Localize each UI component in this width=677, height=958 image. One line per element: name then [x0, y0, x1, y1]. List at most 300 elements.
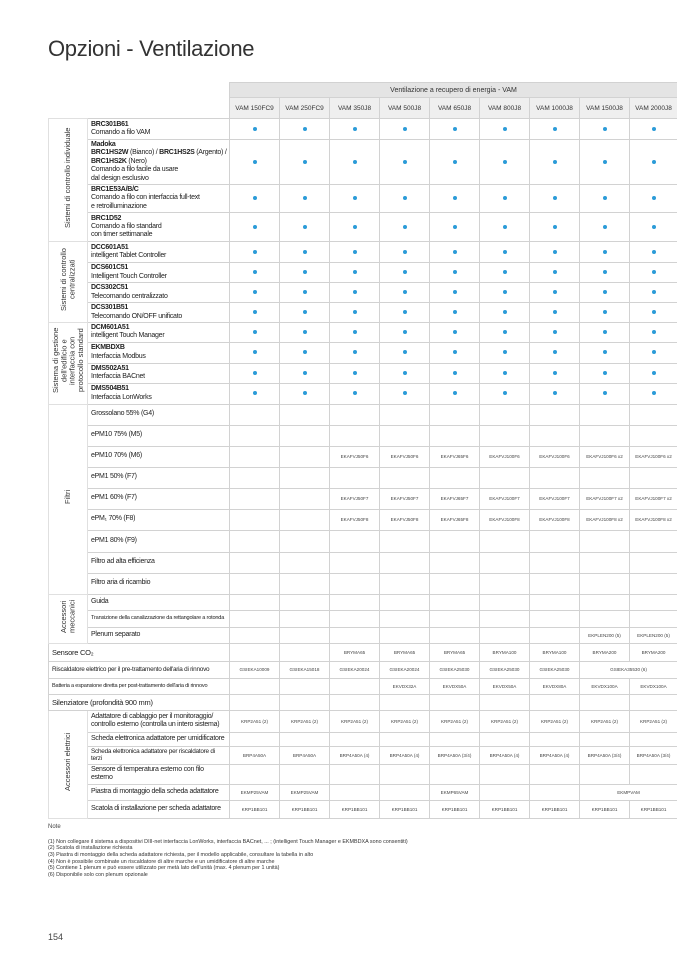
table-cell — [580, 446, 630, 467]
table-cell — [330, 185, 380, 213]
row-label — [88, 425, 230, 446]
row-label — [88, 140, 230, 185]
table-cell — [330, 573, 380, 594]
table-cell — [280, 140, 330, 185]
product-description: controllo esterno (controlla un intero sistema) — [91, 721, 220, 729]
table-row — [49, 509, 677, 530]
row-label-line — [91, 194, 227, 202]
compatible-dot-icon — [553, 160, 557, 164]
table-cell — [480, 594, 530, 610]
table-cell — [380, 140, 430, 185]
table-cell — [280, 509, 330, 530]
table-cell — [380, 322, 430, 342]
compatible-dot-icon — [253, 290, 257, 294]
compatible-dot-icon — [253, 250, 257, 254]
product-description: Interfaccia LonWorks — [91, 393, 152, 401]
cell-value: BRP4A50A — [242, 752, 267, 758]
table-cell — [580, 342, 630, 363]
table-cell — [530, 140, 580, 185]
row-label-line — [52, 666, 227, 674]
product-description: Comando a filo con interfaccia full-text — [91, 194, 200, 202]
row-label-line — [91, 713, 227, 721]
table-cell — [280, 764, 330, 784]
compatible-dot-icon — [553, 127, 557, 131]
compatible-dot-icon — [453, 250, 457, 254]
table-cell — [530, 363, 580, 383]
table-cell — [230, 509, 280, 530]
table-cell — [380, 530, 430, 552]
row-label-line — [91, 284, 227, 292]
table-cell — [430, 678, 480, 694]
row-label-line — [91, 231, 227, 239]
compatible-dot-icon — [553, 196, 557, 200]
product-description: e retroilluminazione — [91, 202, 147, 210]
row-label-line — [91, 721, 227, 729]
table-cell — [630, 552, 677, 573]
note-item: (3) Piastra di montaggio della scheda adattatore richiesta, per il modello applicabile, consultare la tabella in alto — [48, 852, 314, 859]
table-cell — [530, 119, 580, 140]
compatible-dot-icon — [403, 250, 407, 254]
table-cell — [480, 764, 530, 784]
row-label — [88, 446, 230, 467]
table-cell — [630, 610, 677, 627]
table-cell — [430, 488, 480, 509]
compatible-dot-icon — [253, 330, 257, 334]
row-label-line — [91, 615, 227, 622]
table-row — [49, 784, 677, 800]
compatible-dot-icon — [403, 350, 407, 354]
compatible-dot-icon — [303, 330, 307, 334]
compatible-dot-icon — [453, 196, 457, 200]
cell-value: EKAFVJ100F7 — [489, 496, 520, 502]
table-cell — [230, 322, 280, 342]
table-cell — [630, 119, 677, 140]
product-code: DCM601A51 — [91, 323, 130, 331]
table-cell — [430, 363, 480, 383]
table-cell — [280, 283, 330, 303]
cell-value: GSIEKA20024 — [339, 667, 370, 673]
table-cell — [330, 530, 380, 552]
table-cell — [580, 610, 630, 627]
cell-value: EKAFVJ100F6 x2 — [586, 454, 623, 460]
table-cell — [530, 488, 580, 509]
table-cell — [580, 488, 630, 509]
group-label-cell — [49, 404, 88, 594]
table-cell — [230, 661, 280, 678]
cell-value: BRP4A50A (3/4) — [587, 752, 622, 758]
table-cell — [430, 283, 480, 303]
table-cell — [580, 242, 630, 263]
row-label-line — [91, 129, 227, 137]
table-cell — [330, 800, 380, 818]
row-label-line — [91, 558, 227, 566]
cell-value: EKAFVJ100F7 — [539, 496, 570, 502]
product-description: Transizione della canalizzazione da rettangolare a rotonda — [91, 615, 225, 622]
table-cell — [330, 283, 380, 303]
table-row — [49, 678, 677, 694]
product-code: BRC1D52 — [91, 214, 122, 222]
table-cell — [280, 643, 330, 661]
cell-value: EKAFVJ100F6 — [489, 454, 520, 460]
table-cell — [330, 467, 380, 488]
table-cell — [280, 746, 330, 764]
table-cell — [430, 185, 480, 213]
compatible-dot-icon — [603, 196, 607, 200]
compatible-dot-icon — [403, 371, 407, 375]
row-label — [88, 322, 230, 342]
table-cell — [480, 404, 530, 425]
table-cell — [380, 263, 430, 283]
table-cell — [580, 530, 630, 552]
column-header: VAM 150FC9 — [230, 98, 280, 119]
table-cell — [480, 610, 530, 627]
cell-value: KRP2A51 (2) — [290, 718, 319, 724]
table-cell — [580, 764, 630, 784]
compatible-dot-icon — [503, 270, 507, 274]
table-cell — [630, 732, 677, 746]
compatible-dot-icon — [652, 290, 656, 294]
row-label — [88, 732, 230, 746]
table-cell — [430, 661, 480, 678]
table-cell — [580, 552, 630, 573]
table-cell — [430, 467, 480, 488]
compatible-dot-icon — [503, 127, 507, 131]
table-cell — [430, 573, 480, 594]
cell-value: EKAFVJ100F8 — [489, 517, 520, 523]
cell-value: EKAFVJ100F7 x2 — [586, 496, 623, 502]
row-label-line — [91, 494, 227, 502]
row-label — [88, 594, 230, 610]
compatible-dot-icon — [553, 330, 557, 334]
compatible-dot-icon — [603, 330, 607, 334]
table-cell — [280, 119, 330, 140]
table-cell — [430, 404, 480, 425]
table-row — [49, 446, 677, 467]
compatible-dot-icon — [453, 127, 457, 131]
compatible-dot-icon — [303, 196, 307, 200]
compatible-dot-icon — [453, 225, 457, 229]
table-row — [49, 627, 677, 643]
compatible-dot-icon — [652, 391, 656, 395]
cell-value: KRP1BB101 — [291, 806, 318, 812]
product-description: ePM1 60% (F7) — [91, 494, 137, 502]
group-label: Sistemi di controllo centralizzati — [58, 248, 76, 312]
table-cell — [380, 594, 430, 610]
table-cell — [630, 594, 677, 610]
product-code: Madoka — [91, 141, 116, 149]
table-cell — [280, 404, 330, 425]
table-cell — [530, 694, 580, 710]
row-label-line — [91, 166, 227, 174]
product-code: EKMBDXB — [91, 344, 125, 352]
table-cell — [430, 627, 480, 643]
table-cell — [580, 800, 630, 818]
table-cell — [380, 552, 430, 573]
compatible-dot-icon — [503, 225, 507, 229]
compatible-dot-icon — [453, 330, 457, 334]
cell-value: EKAFVJ100F7 x2 — [635, 496, 672, 502]
compatible-dot-icon — [303, 310, 307, 314]
cell-value: KRP2A51 (2) — [390, 718, 419, 724]
table-cell — [630, 213, 677, 242]
table-cell — [580, 383, 630, 404]
table-row — [49, 732, 677, 746]
table-row — [49, 425, 677, 446]
compatible-dot-icon — [503, 290, 507, 294]
table-cell — [380, 661, 430, 678]
table-cell — [630, 694, 677, 710]
cell-value: EKAFVJ100F6 — [539, 454, 570, 460]
table-cell — [280, 488, 330, 509]
cell-value: EKPLEN200 (5) — [588, 632, 621, 638]
table-cell — [630, 140, 677, 185]
product-description: Filtro aria di ricambio — [91, 579, 151, 587]
compatible-dot-icon — [603, 250, 607, 254]
table-cell — [530, 303, 580, 323]
table-cell — [480, 800, 530, 818]
row-label — [88, 488, 230, 509]
compatible-dot-icon — [652, 225, 656, 229]
row-label — [88, 185, 230, 213]
table-cell — [480, 322, 530, 342]
compatible-dot-icon — [303, 350, 307, 354]
row-label-line — [91, 766, 227, 783]
table-cell — [330, 446, 380, 467]
row-label-line — [52, 698, 227, 707]
compatible-dot-icon — [603, 290, 607, 294]
table-cell — [530, 573, 580, 594]
compatible-dot-icon — [503, 371, 507, 375]
cell-value: EKAFVJ65F6 — [440, 454, 469, 460]
table-cell — [530, 383, 580, 404]
cell-value: EKMP65VAM — [440, 789, 469, 795]
table-cell — [630, 627, 677, 643]
cell-value: KRP1BB101 — [591, 806, 618, 812]
compatible-dot-icon — [353, 310, 357, 314]
table-cell — [230, 784, 280, 800]
cell-value: EKMP25VAM — [240, 789, 269, 795]
table-cell — [630, 509, 677, 530]
cell-value: EKVDX100A — [640, 683, 667, 689]
table-cell — [480, 573, 530, 594]
cell-value: EKAFVJ50F8 — [390, 517, 419, 523]
cell-value: GSIEKA15018 — [289, 667, 320, 673]
table-cell — [330, 140, 380, 185]
column-header: VAM 650J8 — [430, 98, 480, 119]
header-blank — [49, 83, 230, 98]
table-cell — [330, 694, 380, 710]
table-cell — [630, 342, 677, 363]
row-label — [49, 694, 230, 710]
table-cell — [580, 404, 630, 425]
table-cell — [580, 213, 630, 242]
cell-value: EKAFVJ50F8 — [340, 517, 369, 523]
table-cell — [580, 363, 630, 383]
table-cell — [230, 764, 280, 784]
cell-value: EKAFVJ65F8 — [440, 517, 469, 523]
table-row — [49, 263, 677, 283]
cell-value: EKVDX50A — [442, 683, 467, 689]
table-cell — [380, 610, 430, 627]
product-description: Scheda elettronica adattatore per umidificatore — [91, 734, 225, 742]
table-cell — [280, 573, 330, 594]
row-label — [88, 764, 230, 784]
row-label-line — [91, 735, 227, 743]
table-cell — [230, 242, 280, 263]
page-title: Opzioni - Ventilazione — [48, 36, 255, 61]
row-label-line — [91, 788, 227, 796]
row-label-line — [91, 537, 227, 545]
row-label — [88, 404, 230, 425]
cell-value: KRP1BB101 — [491, 806, 518, 812]
product-code: BRC1E53A/B/C — [91, 186, 139, 193]
table-cell — [380, 467, 430, 488]
cell-value: GSIEKA20024 — [389, 667, 420, 673]
table-row — [49, 213, 677, 242]
compatible-dot-icon — [553, 225, 557, 229]
cell-value: KRP2A51 (2) — [240, 718, 269, 724]
cell-value: BRYMA65 — [343, 649, 366, 655]
table-cell — [430, 610, 480, 627]
compatible-dot-icon — [403, 160, 407, 164]
group-label: Sistema di gestione dell'edificio e interfaccia con protocollo standard — [50, 328, 85, 394]
table-cell — [230, 119, 280, 140]
table-cell — [330, 732, 380, 746]
table-cell — [230, 185, 280, 213]
row-label-line — [91, 332, 227, 340]
product-description: Sensore CO₂ — [52, 647, 94, 657]
group-label-cell — [49, 119, 88, 242]
compatible-dot-icon — [253, 127, 257, 131]
compatible-dot-icon — [403, 270, 407, 274]
compatible-dot-icon — [603, 391, 607, 395]
table-cell — [630, 425, 677, 446]
row-label — [88, 119, 230, 140]
table-cell — [280, 446, 330, 467]
table-cell — [580, 784, 677, 800]
table-cell — [480, 643, 530, 661]
table-cell — [330, 643, 380, 661]
table-row — [49, 119, 677, 140]
compatible-dot-icon — [403, 330, 407, 334]
table-cell — [380, 488, 430, 509]
table-cell — [230, 643, 280, 661]
cell-value: EKMPVAM — [617, 789, 640, 795]
cell-value: BRP4A50A (3/4) — [636, 752, 671, 758]
cell-value: EKAFVJ50F6 — [390, 454, 419, 460]
product-code: DCS301B51 — [91, 304, 129, 312]
row-label-line — [91, 365, 227, 373]
compatible-dot-icon — [353, 127, 357, 131]
table-cell — [280, 678, 330, 694]
table-cell — [480, 446, 530, 467]
table-cell — [630, 242, 677, 263]
compatible-dot-icon — [603, 270, 607, 274]
row-label-line — [91, 748, 227, 763]
row-label-line — [91, 324, 227, 332]
table-cell — [630, 467, 677, 488]
table-cell — [380, 746, 430, 764]
cell-value: BRP4A50A (4) — [489, 752, 520, 758]
cell-value: EKPLEN200 (5) — [637, 632, 670, 638]
table-cell — [580, 710, 630, 732]
compatible-dot-icon — [453, 350, 457, 354]
row-label-line — [91, 175, 227, 183]
table-cell — [580, 594, 630, 610]
compatible-dot-icon — [253, 391, 257, 395]
compatible-dot-icon — [403, 290, 407, 294]
cell-value: EKMP25VAM — [290, 789, 319, 795]
row-label-line — [91, 373, 227, 381]
compatible-dot-icon — [353, 160, 357, 164]
table-cell — [530, 342, 580, 363]
table-cell — [580, 425, 630, 446]
product-description: intelligent Tablet Controller — [91, 252, 167, 260]
table-cell — [480, 732, 530, 746]
table-cell — [380, 732, 430, 746]
row-label-line — [91, 579, 227, 587]
table-cell — [480, 383, 530, 404]
cell-value: KRP2A51 (2) — [590, 718, 619, 724]
note-item: (4) Non è possibile combinate un riscaldatore di altre marche e un umidificatore di altre marche — [48, 858, 275, 865]
compatible-dot-icon — [403, 310, 407, 314]
table-row — [49, 467, 677, 488]
product-description: Adattatore di cablaggio per il monitoraggio/ — [91, 712, 214, 720]
cell-value: KRP1BB101 — [541, 806, 568, 812]
compatible-dot-icon — [553, 250, 557, 254]
table-row — [49, 643, 677, 661]
cell-value: GSIEKA35530 (6) — [610, 667, 647, 673]
cell-value: GSIEKA25030 — [489, 667, 520, 673]
table-cell — [480, 627, 530, 643]
table-cell — [380, 446, 430, 467]
options-table — [48, 82, 677, 819]
compatible-dot-icon — [503, 350, 507, 354]
table-cell — [430, 764, 480, 784]
table-cell — [280, 342, 330, 363]
compatible-dot-icon — [303, 290, 307, 294]
row-label-line — [91, 203, 227, 211]
cell-value: BRYMA100 — [492, 649, 517, 655]
row-label-line — [91, 353, 227, 361]
cell-value: EKVDX100A — [591, 683, 618, 689]
table-cell — [630, 363, 677, 383]
group-label: Filtri — [62, 489, 72, 504]
compatible-dot-icon — [553, 350, 557, 354]
product-description: Comando a filo facile da usare — [91, 166, 179, 174]
compatible-dot-icon — [503, 160, 507, 164]
group-label-cell — [49, 594, 88, 643]
compatible-dot-icon — [453, 391, 457, 395]
row-label — [88, 467, 230, 488]
table-cell — [380, 342, 430, 363]
compatible-dot-icon — [253, 310, 257, 314]
cell-value: BRP4A50A — [292, 752, 317, 758]
table-cell — [280, 363, 330, 383]
table-cell — [330, 746, 380, 764]
table-cell — [430, 425, 480, 446]
compatible-dot-icon — [652, 350, 656, 354]
table-cell — [330, 488, 380, 509]
table-cell — [480, 784, 530, 800]
product-code: DCS302C51 — [91, 284, 129, 292]
table-cell — [530, 213, 580, 242]
table-row — [49, 404, 677, 425]
table-cell — [330, 213, 380, 242]
table-row — [49, 185, 677, 213]
table-cell — [330, 764, 380, 784]
table-cell — [580, 140, 630, 185]
